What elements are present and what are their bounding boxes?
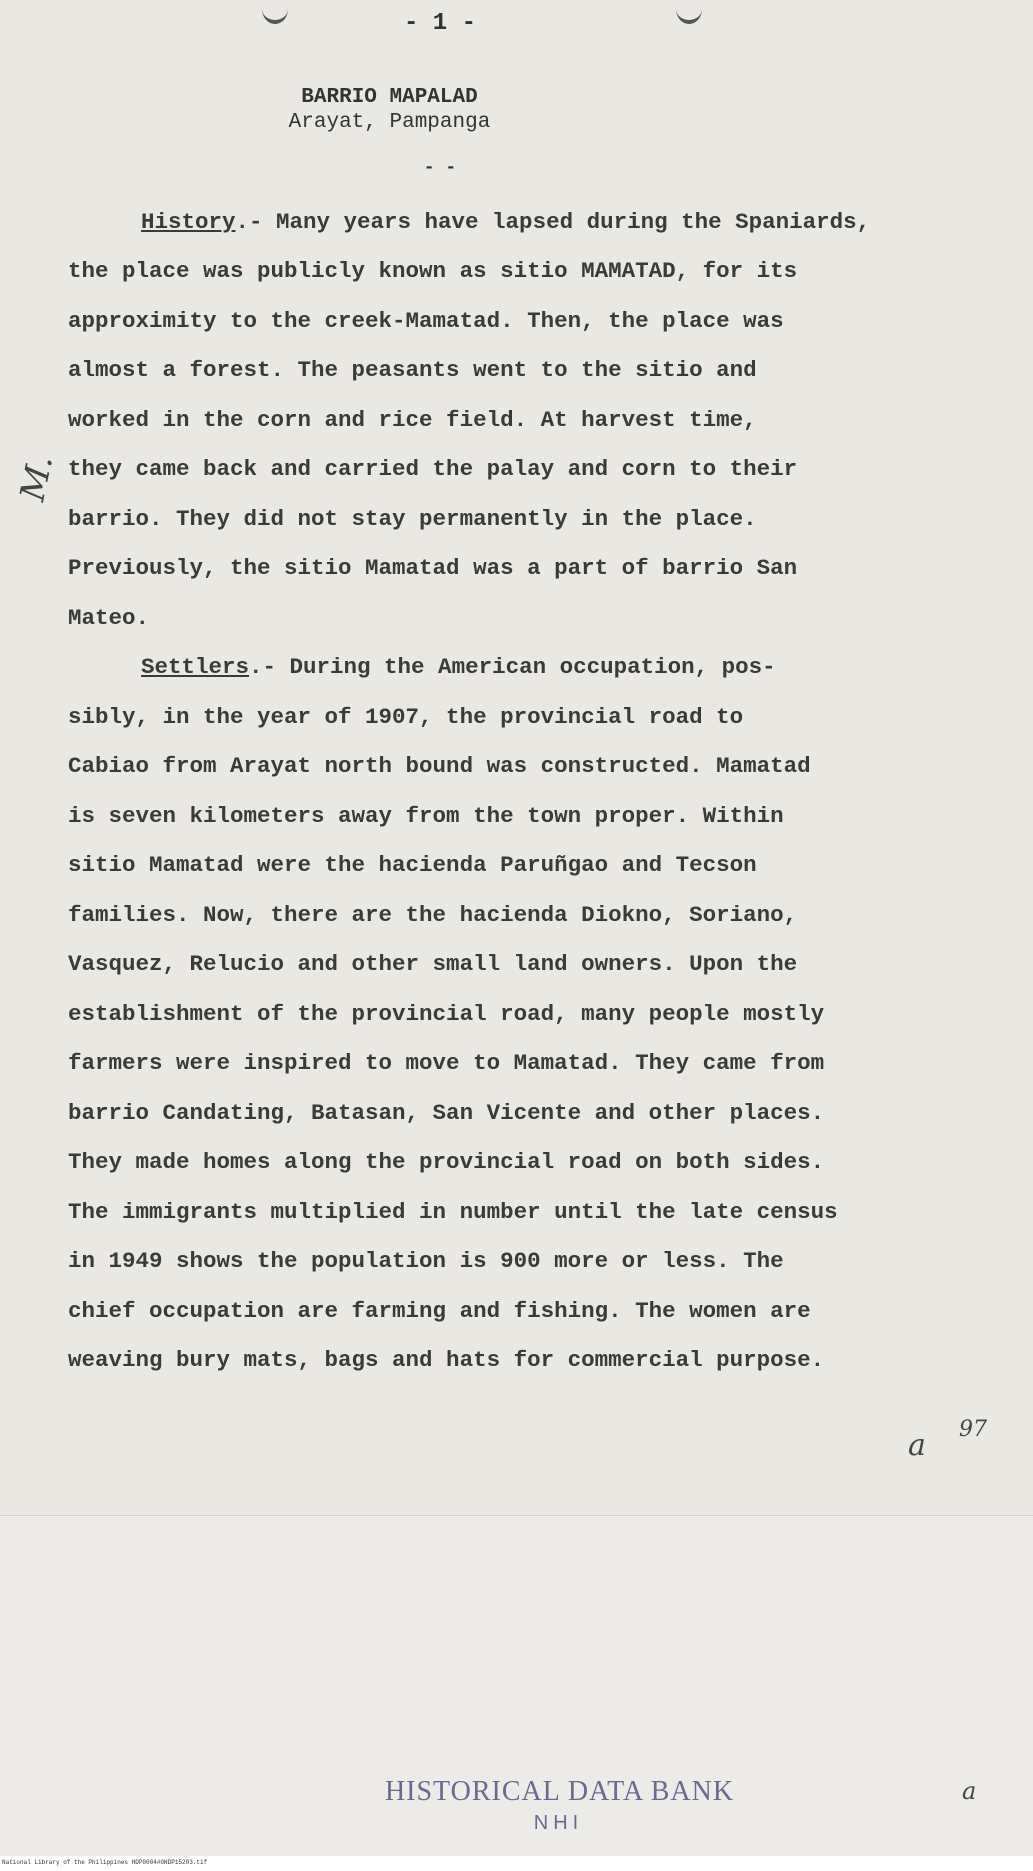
- separator: - -: [423, 158, 457, 178]
- settlers-line: farmers were inspired to move to Mamatad. They came from: [68, 1050, 825, 1076]
- page-mark-initial: a: [908, 1428, 926, 1463]
- history-line: Previously, the sitio Mamatad was a part of barrio San: [68, 555, 798, 581]
- settlers-line: Cabiao from Arayat north bound was constructed. Mamatad: [68, 753, 811, 779]
- settlers-line: sitio Mamatad were the hacienda Paruñgao and Tecson: [68, 852, 757, 878]
- settlers-line: They made homes along the provincial road on both sides.: [68, 1149, 825, 1175]
- settlers-line: Vasquez, Relucio and other small land owners. Upon the: [68, 951, 798, 977]
- history-line: approximity to the creek-Mamatad. Then, the place was: [68, 308, 784, 334]
- history-line: almost a forest. The peasants went to the sitio and: [68, 357, 757, 383]
- history-line: the place was publicly known as sitio MAMATAD, for its: [68, 258, 798, 284]
- document-subtitle: Arayat, Pampanga: [288, 111, 491, 134]
- archive-stamp-subtitle: NHI: [533, 1812, 584, 1834]
- settlers-line: Settlers.- During the American occupation, pos-: [141, 654, 776, 680]
- settlers-line: weaving bury mats, bags and hats for commercial purpose.: [68, 1347, 825, 1373]
- settlers-line: families. Now, there are the hacienda Diokno, Soriano,: [68, 902, 798, 928]
- archive-stamp-title: HISTORICAL DATA BANK: [384, 1776, 735, 1807]
- history-line: History.- Many years have lapsed during the Spaniards,: [141, 209, 871, 235]
- history-heading: History: [141, 209, 236, 235]
- footer-caption: National Library of the Philippines HDP0004#0HDP15203.tif: [2, 1859, 208, 1866]
- settlers-line: The immigrants multiplied in number until the late census: [68, 1199, 838, 1225]
- history-line: barrio. They did not stay permanently in the place.: [68, 506, 757, 532]
- history-line: worked in the corn and rice field. At harvest time,: [68, 407, 757, 433]
- page-mark-number: 97: [959, 1417, 987, 1442]
- lower-handwritten-mark: a: [962, 1777, 977, 1805]
- settlers-line: chief occupation are farming and fishing. The women are: [68, 1298, 811, 1324]
- settlers-heading: Settlers: [141, 654, 250, 680]
- history-line: they came back and carried the palay and corn to their: [68, 456, 798, 482]
- margin-initial: M.: [12, 451, 62, 505]
- history-line: Mateo.: [68, 605, 150, 631]
- page-number: - 1 -: [403, 10, 476, 37]
- settlers-line: in 1949 shows the population is 900 more or less. The: [68, 1248, 784, 1274]
- settlers-line: sibly, in the year of 1907, the provincial road to: [68, 704, 744, 730]
- settlers-line: establishment of the provincial road, many people mostly: [68, 1001, 825, 1027]
- settlers-line: is seven kilometers away from the town proper. Within: [68, 803, 784, 829]
- settlers-line: barrio Candating, Batasan, San Vicente and other places.: [68, 1100, 825, 1126]
- document-title: BARRIO MAPALAD: [301, 86, 478, 109]
